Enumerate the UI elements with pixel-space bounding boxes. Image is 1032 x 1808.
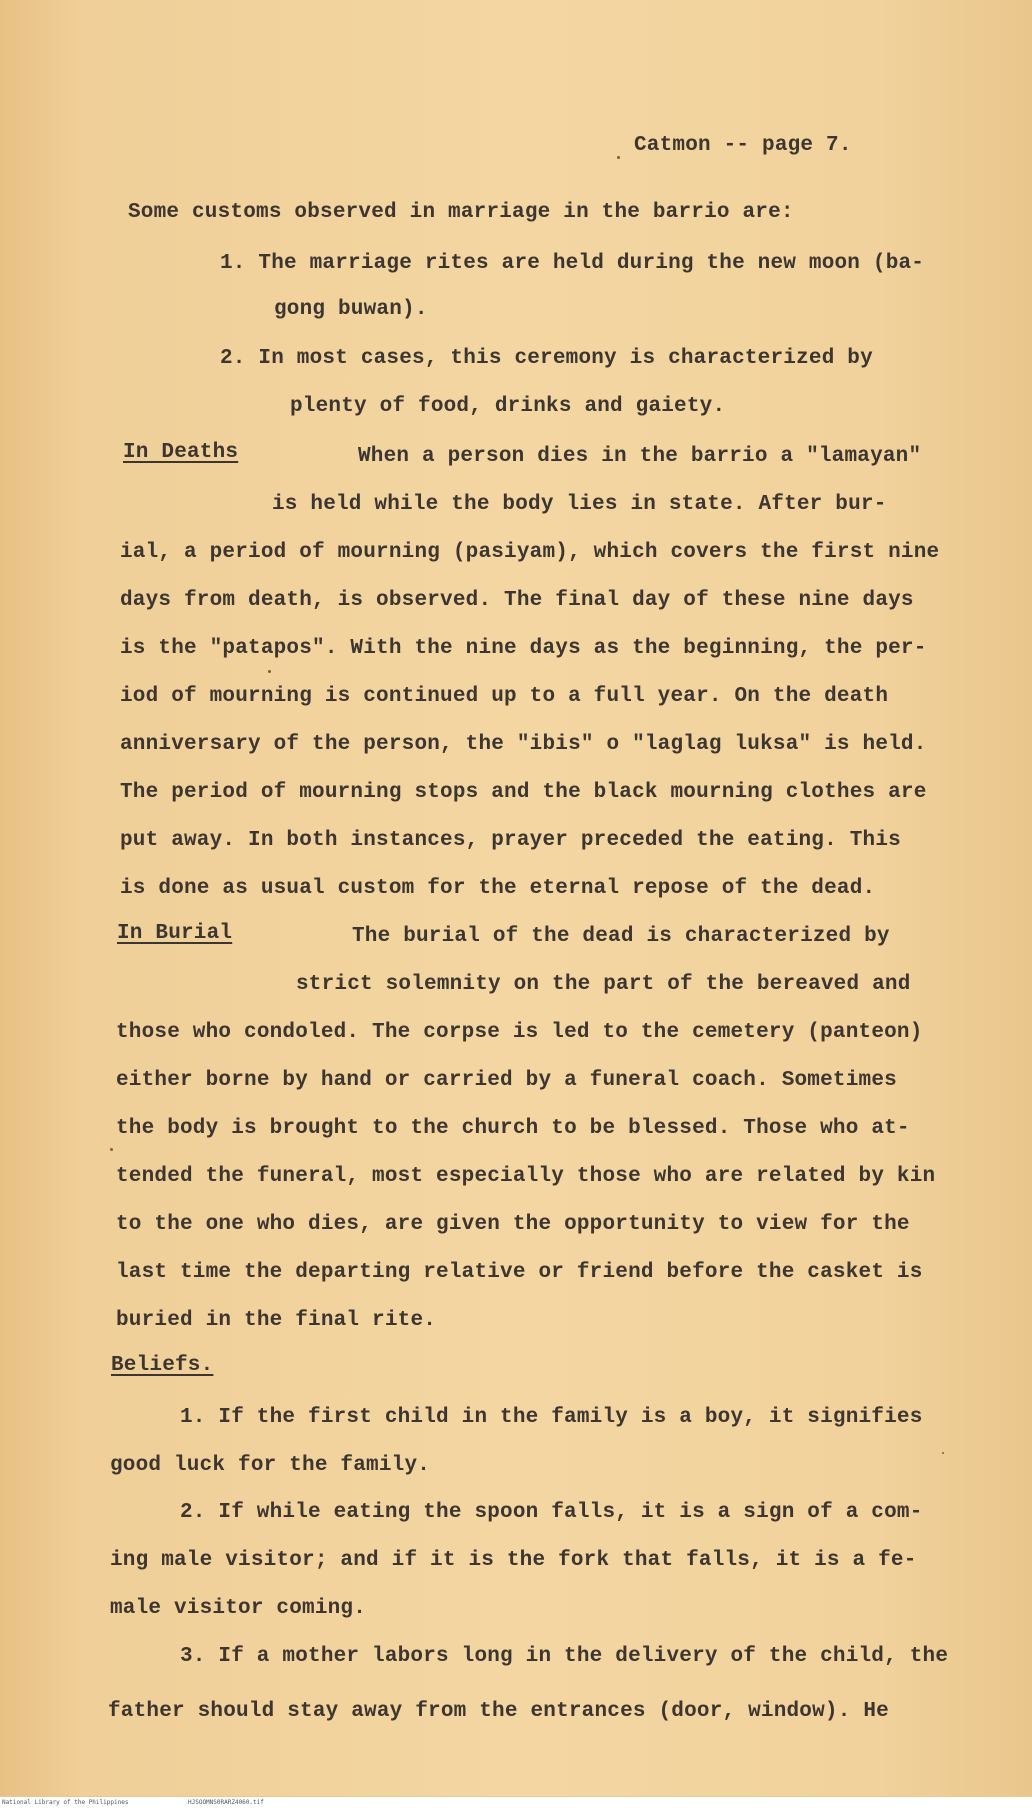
deaths-line: The period of mourning stops and the black mourning clothes are	[120, 781, 927, 804]
page-label: Catmon -- page 7.	[634, 134, 852, 157]
deaths-line: is the "patapos". With the nine days as the beginning, the per-	[120, 637, 927, 660]
paper-speck	[617, 156, 620, 159]
footer-file: HJSOOMNS0RARZ4060.tif	[188, 1799, 264, 1806]
beliefs-line: father should stay away from the entrances (door, window). He	[108, 1700, 889, 1723]
deaths-line: is done as usual custom for the eternal repose of the dead.	[120, 877, 876, 900]
marriage-intro: Some customs observed in marriage in the barrio are:	[128, 201, 794, 224]
burial-line: either borne by hand or carried by a funeral coach. Sometimes	[116, 1069, 897, 1092]
footer-bar	[0, 1797, 1032, 1808]
burial-line: buried in the final rite.	[116, 1309, 437, 1332]
beliefs-line: 1. If the first child in the family is a boy, it signifies	[180, 1406, 923, 1429]
beliefs-heading: Beliefs.	[111, 1354, 214, 1377]
beliefs-line: 2. If while eating the spoon falls, it is a sign of a com-	[180, 1501, 923, 1524]
marriage-item-2-line-2: plenty of food, drinks and gaiety.	[290, 395, 726, 418]
beliefs-line: male visitor coming.	[110, 1597, 367, 1620]
burial-line: the body is brought to the church to be blessed. Those who at-	[116, 1117, 910, 1140]
burial-line: tended the funeral, most especially those who are related by kin	[116, 1165, 936, 1188]
burial-line: to the one who dies, are given the opportunity to view for the	[116, 1213, 910, 1236]
deaths-heading: In Deaths	[123, 441, 239, 464]
beliefs-line: 3. If a mother labors long in the delivery of the child, the	[180, 1645, 949, 1668]
burial-line: strict solemnity on the part of the bereaved and	[296, 973, 911, 996]
burial-line: The burial of the dead is characterized by	[352, 925, 890, 948]
deaths-line: When a person dies in the barrio a "lamayan"	[358, 445, 922, 468]
paper-speck	[110, 1148, 113, 1151]
footer-library: National Library of the Philippines	[2, 1799, 129, 1806]
paper-speck	[942, 1452, 944, 1454]
burial-heading: In Burial	[117, 922, 233, 945]
deaths-line: is held while the body lies in state. After bur-	[272, 493, 887, 516]
deaths-line: days from death, is observed. The final day of these nine days	[120, 589, 914, 612]
marriage-item-1-line-2: gong buwan).	[274, 298, 428, 321]
beliefs-line: good luck for the family.	[110, 1454, 431, 1477]
marriage-item-2-line-1: 2. In most cases, this ceremony is characterized by	[220, 347, 873, 370]
marriage-item-1-line-1: 1. The marriage rites are held during the new moon (ba-	[220, 252, 925, 275]
burial-line: those who condoled. The corpse is led to the cemetery (panteon)	[116, 1021, 923, 1044]
deaths-line: put away. In both instances, prayer preceded the eating. This	[120, 829, 901, 852]
deaths-line: anniversary of the person, the "ibis" o "laglag luksa" is held.	[120, 733, 927, 756]
paper-speck	[268, 670, 271, 673]
deaths-line: ial, a period of mourning (pasiyam), which covers the first nine	[120, 541, 940, 564]
deaths-line: iod of mourning is continued up to a full year. On the death	[120, 685, 889, 708]
beliefs-line: ing male visitor; and if it is the fork that falls, it is a fe-	[110, 1549, 917, 1572]
burial-line: last time the departing relative or friend before the casket is	[116, 1261, 923, 1284]
